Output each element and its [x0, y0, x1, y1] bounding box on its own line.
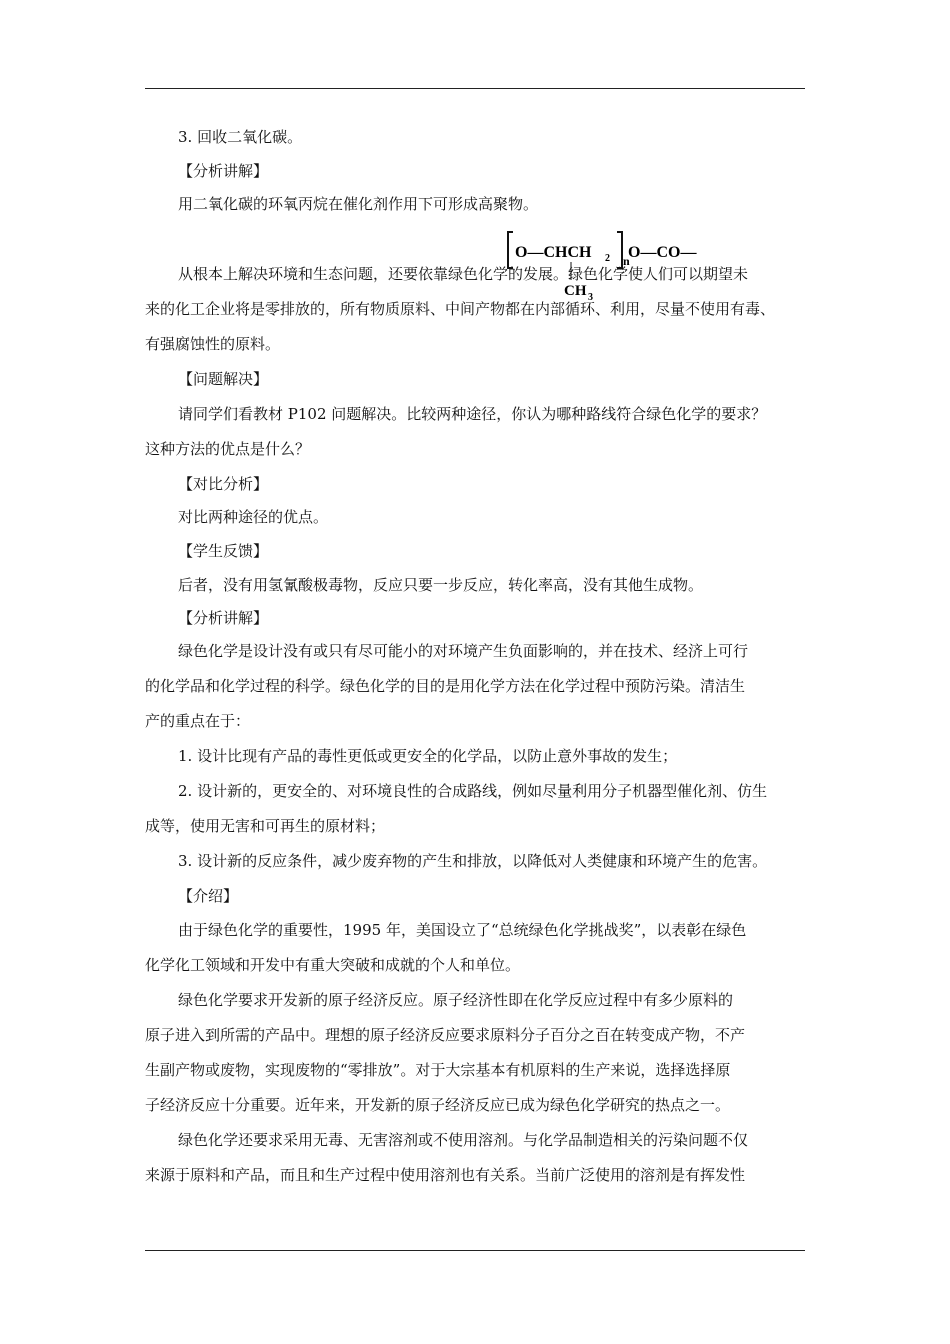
- paragraph-line: 来源于原料和产品，而且和生产过程中使用溶剂也有关系。当前广泛使用的溶剂是有挥发性: [145, 1166, 746, 1184]
- paragraph-line: 这种方法的优点是什么？: [145, 440, 311, 458]
- paragraph-line: 绿色化学要求开发新的原子经济反应。原子经济性即在化学反应过程中有多少原料的: [178, 991, 734, 1009]
- formula-repeat-unit: O—CHCH: [515, 244, 592, 261]
- paragraph-line: 有强腐蚀性的原料。: [145, 335, 281, 353]
- paragraph-line: 绿色化学是设计没有或只有尽可能小的对环境产生负面影响的，并在技术、经济上可行: [178, 642, 749, 660]
- formula-subscript-3: 3: [588, 292, 593, 303]
- paragraph-line: 绿色化学还要求采用无毒、无害溶剂或不使用溶剂。与化学品制造相关的污染问题不仅: [178, 1131, 749, 1149]
- section-heading: 【对比分析】: [178, 475, 269, 493]
- formula-substituent: CH: [564, 283, 587, 299]
- paragraph-line: 请同学们看教材 P102 问题解决。比较两种途径，你认为哪种路线符合绿色化学的要求？: [178, 405, 767, 423]
- list-item: 1. 设计比现有产品的毒性更低或更安全的化学品，以防止意外事故的发生；: [178, 747, 678, 765]
- list-item: 2. 设计新的，更安全的、对环境良性的合成路线，例如尽量利用分子机器型催化剂、仿生: [178, 782, 768, 800]
- paragraph-line: 生副产物或废物，实现废物的“零排放”。对于大宗基本有机原料的生产来说，选择选择原: [145, 1061, 731, 1079]
- paragraph-line: 产的重点在于：: [145, 712, 251, 730]
- paragraph-line: 后者，没有用氢氰酸极毒物，反应只要一步反应，转化率高，没有其他生成物。: [178, 576, 704, 594]
- paragraph-line: 用二氧化碳的环氧丙烷在催化剂作用下可形成高聚物。: [178, 195, 539, 213]
- formula-subscript-n: n: [623, 254, 630, 268]
- paragraph-line: 对比两种途径的优点。: [178, 508, 329, 526]
- list-item-recycle-co2: 3. 回收二氧化碳。: [178, 128, 303, 146]
- paragraph-line: 由于绿色化学的重要性，1995 年，美国设立了“总统绿色化学挑战奖”，以表彰在绿色: [178, 921, 747, 939]
- list-item: 3. 设计新的反应条件，减少废弃物的产生和排放，以降低对人类健康和环境产生的危害。: [178, 852, 768, 870]
- paragraph-line: 从根本上解决环境和生态问题，还要依靠绿色化学的发展。绿色化学使人们可以期望未: [178, 265, 749, 283]
- paragraph-line: 原子进入到所需的产品中。理想的原子经济反应要求原料分子百分之百在转变成产物，不产: [145, 1026, 746, 1044]
- formula-carbonate: O—CO—: [628, 244, 697, 261]
- header-rule: [145, 88, 805, 89]
- section-heading: 【分析讲解】: [178, 162, 269, 180]
- paragraph-line: 的化学品和化学过程的科学。绿色化学的目的是用化学方法在化学过程中预防污染。清洁生: [145, 677, 746, 695]
- section-heading: 【学生反馈】: [178, 542, 269, 560]
- paragraph-line: 来的化工企业将是零排放的，所有物质原料、中间产物都在内部循环、利用，尽量不使用有毒、: [145, 300, 776, 318]
- section-heading: 【分析讲解】: [178, 609, 269, 627]
- section-heading: 【介绍】: [178, 887, 239, 905]
- paragraph-line: 子经济反应十分重要。近年来，开发新的原子经济反应已成为绿色化学研究的热点之一。: [145, 1096, 731, 1114]
- footer-rule: [145, 1250, 805, 1251]
- formula-subscript-2: 2: [605, 253, 610, 264]
- section-heading: 【问题解决】: [178, 370, 269, 388]
- list-item-continuation: 成等，使用无害和可再生的原材料；: [145, 817, 386, 835]
- paragraph-line: 化学化工领域和开发中有重大突破和成就的个人和单位。: [145, 956, 521, 974]
